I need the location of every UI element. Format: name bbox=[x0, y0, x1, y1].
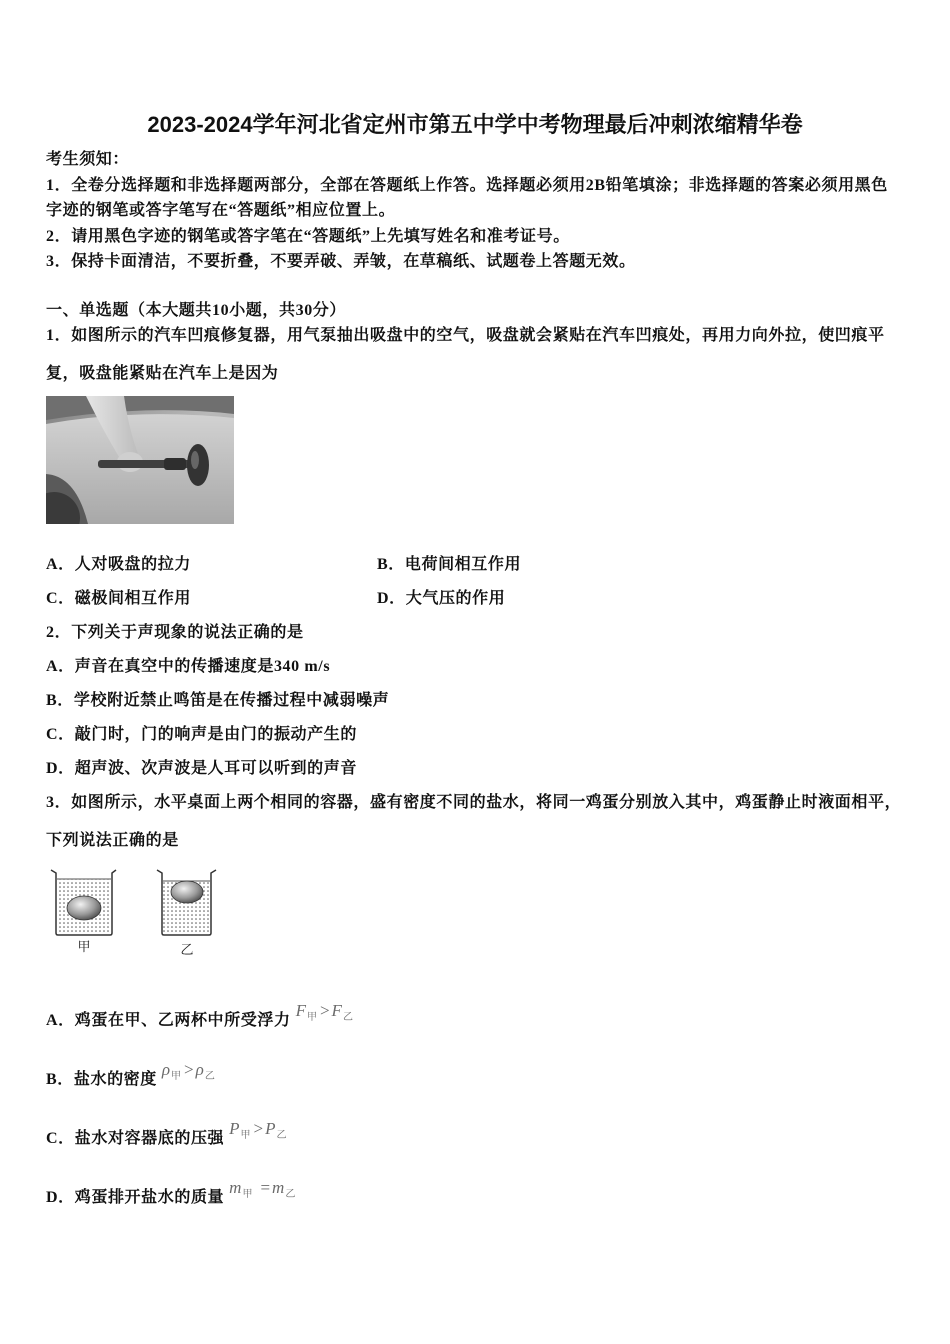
section-heading: 一、单选题（本大题共10小题，共30分） bbox=[46, 302, 347, 319]
q3-option-c bbox=[46, 1119, 287, 1148]
q3-stem-line-1: 3．如图所示，水平桌面上两个相同的容器，盛有密度不同的盐水，将同一鸡蛋分别放入其中，鸡蛋静止时液面相平， bbox=[46, 794, 902, 811]
formula-var: F bbox=[331, 1001, 342, 1020]
q3-option-b-formula bbox=[161, 1060, 215, 1082]
q3-option-b-text: B．盐水的密度 bbox=[46, 1071, 157, 1088]
formula-sub: 乙 bbox=[285, 1189, 296, 1200]
q1-option-d: D．大气压的作用 bbox=[377, 590, 506, 607]
q2-option-d: D．超声波、次声波是人耳可以听到的声音 bbox=[46, 760, 357, 777]
q3-stem-line-2: 下列说法正确的是 bbox=[46, 832, 179, 849]
q3-option-c-formula bbox=[229, 1119, 287, 1141]
formula-sub: 乙 bbox=[204, 1071, 215, 1082]
formula-operator: > bbox=[253, 1119, 264, 1138]
q2-option-a: A．声音在真空中的传播速度是340 m/s bbox=[46, 658, 331, 675]
q1-option-b: B．电荷间相互作用 bbox=[377, 556, 522, 573]
q3-option-a bbox=[46, 1001, 353, 1030]
q2-stem: 2．下列关于声现象的说法正确的是 bbox=[46, 624, 304, 641]
formula-sub: 乙 bbox=[276, 1130, 287, 1141]
q3-option-d-formula bbox=[229, 1178, 296, 1200]
page-title: 2023-2024学年河北省定州市第五中学中考物理最后冲刺浓缩精华卷 bbox=[147, 112, 803, 137]
q3-option-c-text: C．盐水对容器底的压强 bbox=[46, 1130, 225, 1147]
notice-heading: 考生须知： bbox=[46, 151, 130, 168]
q3-option-a-text: A．鸡蛋在甲、乙两杯中所受浮力 bbox=[46, 1012, 291, 1029]
notice-line-1: 1．全卷分选择题和非选择题两部分，全部在答题纸上作答。选择题必须用2B铅笔填涂；非选择题的答案必须用黑色 bbox=[46, 177, 888, 194]
q3-option-b bbox=[46, 1060, 215, 1089]
beaker-jia bbox=[51, 870, 116, 954]
q1-option-a: A．人对吸盘的拉力 bbox=[46, 556, 191, 573]
formula-sub: 甲 bbox=[240, 1130, 251, 1141]
formula-var: ρ bbox=[161, 1060, 171, 1079]
q1-stem-line-2: 复，吸盘能紧贴在汽车上是因为 bbox=[46, 365, 279, 382]
beakers-figure bbox=[46, 865, 236, 960]
q1-stem-line-1: 1．如图所示的汽车凹痕修复器，用气泵抽出吸盘中的空气，吸盘就会紧贴在汽车凹痕处，再用力向外拉，使凹痕平 bbox=[46, 327, 885, 344]
formula-var: m bbox=[229, 1178, 242, 1197]
formula-operator: = bbox=[260, 1178, 271, 1197]
formula-var: ρ bbox=[195, 1060, 204, 1079]
label-yi: 乙 bbox=[180, 942, 194, 957]
label-jia: 甲 bbox=[77, 939, 91, 954]
formula-operator: > bbox=[319, 1001, 330, 1020]
car-dent-repair-photo bbox=[46, 396, 234, 524]
formula-sub: 甲 bbox=[171, 1071, 182, 1082]
formula-var: P bbox=[265, 1119, 276, 1138]
egg-jia bbox=[67, 896, 101, 920]
formula-sub: 甲 bbox=[242, 1189, 253, 1200]
formula-sub: 乙 bbox=[342, 1012, 353, 1023]
q1-option-c: C．磁极间相互作用 bbox=[46, 590, 191, 607]
formula-operator: > bbox=[184, 1060, 194, 1079]
notice-line-2: 字迹的钢笔或答字笔写在“答题纸”相应位置上。 bbox=[46, 202, 396, 219]
q2-option-b: B．学校附近禁止鸣笛是在传播过程中减弱噪声 bbox=[46, 692, 390, 709]
q3-option-d bbox=[46, 1178, 296, 1207]
q3-option-d-text: D．鸡蛋排开盐水的质量 bbox=[46, 1189, 225, 1206]
q3-option-a-formula bbox=[295, 1001, 353, 1023]
puller-grip bbox=[164, 458, 186, 470]
notice-line-3: 2．请用黑色字迹的钢笔或答字笔在“答题纸”上先填写姓名和准考证号。 bbox=[46, 228, 570, 245]
formula-var: m bbox=[272, 1178, 285, 1197]
q2-option-c: C．敲门时，门的响声是由门的振动产生的 bbox=[46, 726, 357, 743]
egg-yi bbox=[171, 881, 203, 903]
formula-sub: 甲 bbox=[306, 1012, 317, 1023]
formula-var: P bbox=[229, 1119, 240, 1138]
beaker-yi bbox=[157, 870, 216, 957]
formula-var: F bbox=[295, 1001, 306, 1020]
suction-cup-highlight bbox=[191, 451, 199, 469]
notice-line-4: 3．保持卡面清洁，不要折叠，不要弄破、弄皱，在草稿纸、试题卷上答题无效。 bbox=[46, 253, 636, 270]
